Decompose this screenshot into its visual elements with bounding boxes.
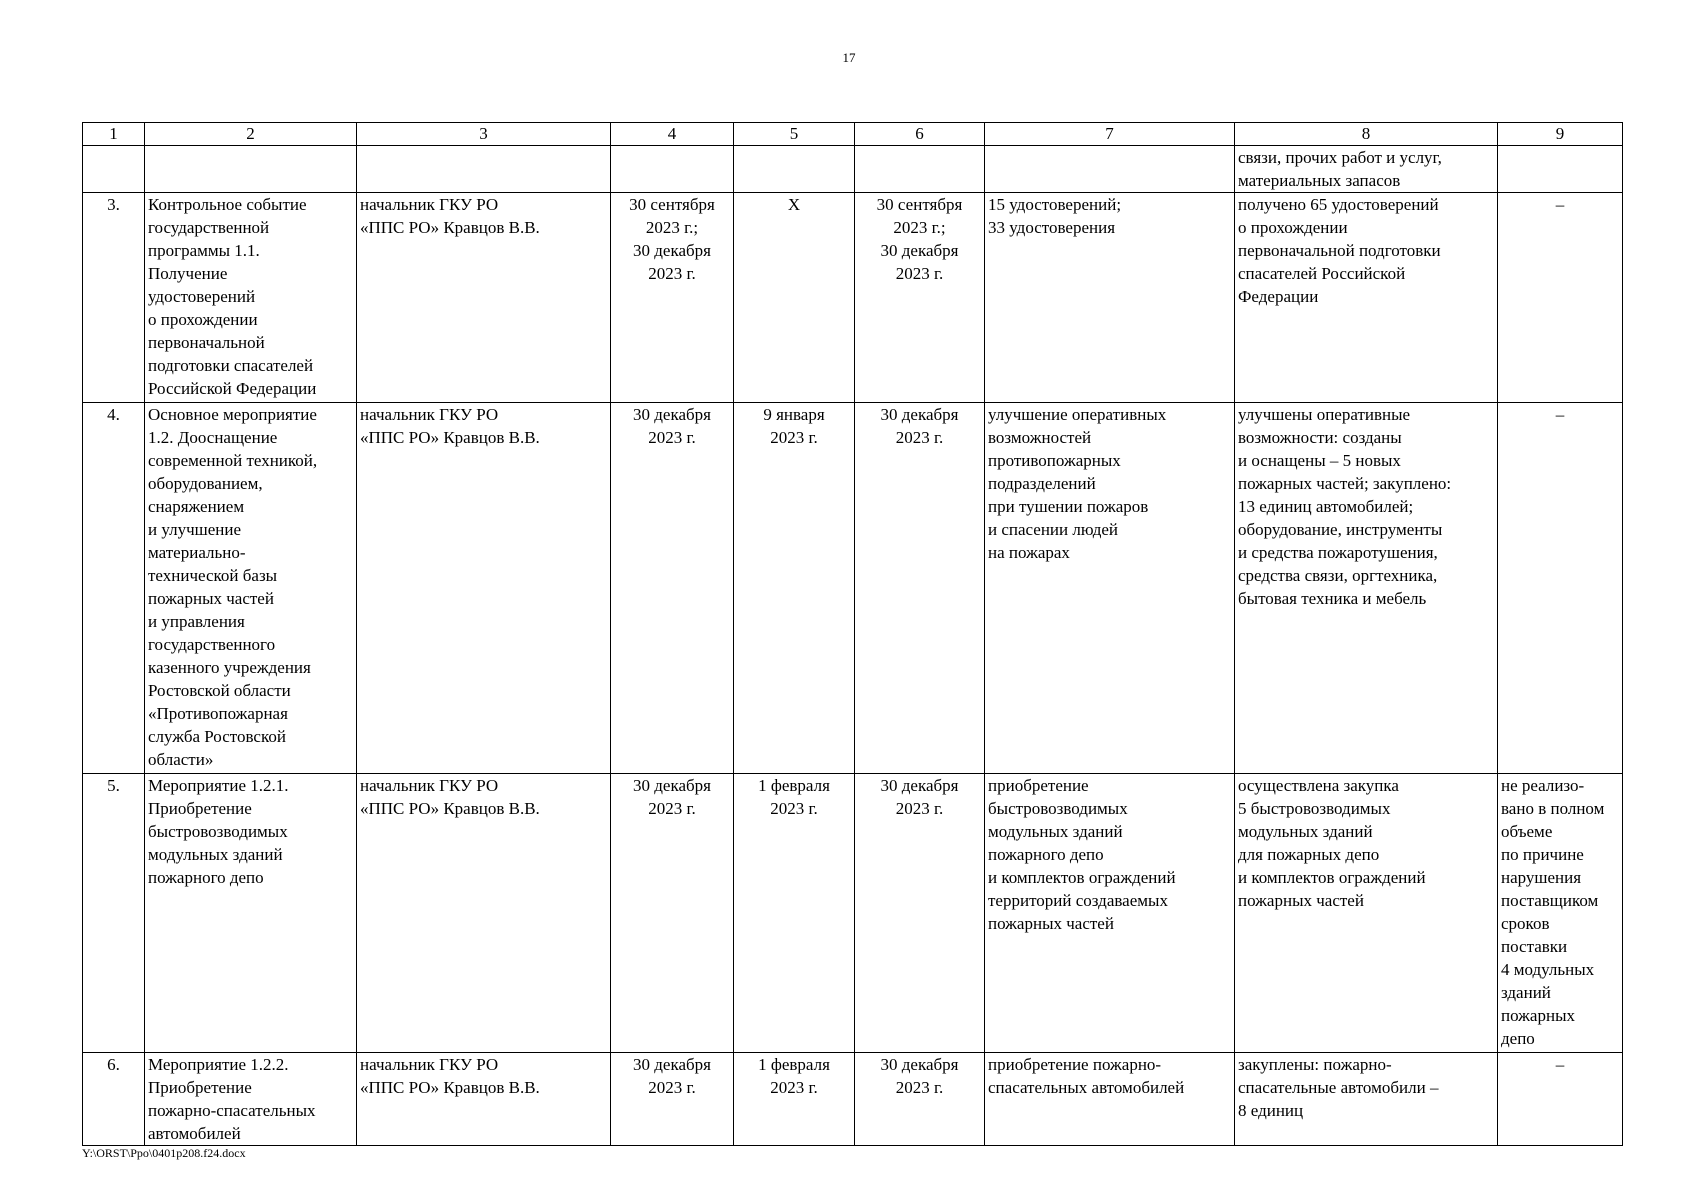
cell-responsible: начальник ГКУ РО «ППС РО» Кравцов В.В. [357, 774, 611, 1053]
cell-actual-start: 1 февраля 2023 г. [734, 774, 855, 1053]
cell-actual-start: 9 января 2023 г. [734, 403, 855, 774]
cell-expected-result: 15 удостоверений; 33 удостоверения [985, 193, 1235, 403]
cell-actual-result: улучшены оперативные возможности: созданы и оснащены – 5 новых пожарных частей; закуплено: 13 единиц автомобилей; оборудование, инструменты и средства пожаротушения, средства связи, оргтехника, бытовая техника и мебель [1235, 403, 1498, 774]
cell-event-name: Мероприятие 1.2.1. Приобретение быстровозводимых модульных зданий пожарного депо [145, 774, 357, 1053]
table-body [83, 146, 1623, 1146]
table-row-5 [83, 774, 1623, 1053]
cell-number: 4. [83, 403, 145, 774]
table-header [83, 123, 1623, 146]
column-header-4: 4 [611, 123, 734, 146]
column-header-5: 5 [734, 123, 855, 146]
cell-expected-result: приобретение быстровозводимых модульных зданий пожарного депо и комплектов ограждений территорий создаваемых пожарных частей [985, 774, 1235, 1053]
table-row-6 [83, 1053, 1623, 1146]
cell-event-name [145, 146, 357, 193]
cell-event-name: Основное мероприятие 1.2. Дооснащение современной техникой, оборудованием, снаряжением и улучшение материально- технической базы пожарных частей и управления государственного казенного учреждения Ростовской области «Противопожарная служба Ростовской области» [145, 403, 357, 774]
table-row-continuation [83, 146, 1623, 193]
cell-actual-result: осуществлена закупка 5 быстровозводимых модульных зданий для пожарных депо и комплектов ограждений пожарных частей [1235, 774, 1498, 1053]
cell-expected-result: улучшение оперативных возможностей противопожарных подразделений при тушении пожаров и спасении людей на пожарах [985, 403, 1235, 774]
table-row-3 [83, 193, 1623, 403]
cell-end-date: 30 декабря 2023 г. [855, 1053, 985, 1146]
cell-responsible: начальник ГКУ РО «ППС РО» Кравцов В.В. [357, 1053, 611, 1146]
cell-reasons: – [1498, 403, 1623, 774]
cell-end-date: 30 декабря 2023 г. [855, 403, 985, 774]
cell-actual-result: получено 65 удостоверений о прохождении первоначальной подготовки спасателей Российской Федерации [1235, 193, 1498, 403]
cell-end-date: 30 сентября 2023 г.; 30 декабря 2023 г. [855, 193, 985, 403]
cell-event-name: Мероприятие 1.2.2. Приобретение пожарно-спасательных автомобилей [145, 1053, 357, 1146]
cell-planned-start: 30 декабря 2023 г. [611, 403, 734, 774]
column-header-8: 8 [1235, 123, 1498, 146]
cell-reasons [1498, 146, 1623, 193]
column-header-9: 9 [1498, 123, 1623, 146]
column-header-1: 1 [83, 123, 145, 146]
cell-end-date [855, 146, 985, 193]
file-path-footer: Y:\ORST\Ppo\0401p208.f24.docx [82, 1146, 246, 1160]
cell-expected-result: приобретение пожарно- спасательных автомобилей [985, 1053, 1235, 1146]
column-header-2: 2 [145, 123, 357, 146]
cell-actual-result: закуплены: пожарно- спасательные автомобили – 8 единиц [1235, 1053, 1498, 1146]
cell-event-name: Контрольное событие государственной программы 1.1. Получение удостоверений о прохождении первоначальной подготовки спасателей Российской Федерации [145, 193, 357, 403]
page-number: 17 [842, 50, 856, 65]
column-header-3: 3 [357, 123, 611, 146]
cell-actual-result: связи, прочих работ и услуг, материальных запасов [1235, 146, 1498, 193]
cell-planned-start: 30 декабря 2023 г. [611, 1053, 734, 1146]
cell-expected-result [985, 146, 1235, 193]
cell-responsible: начальник ГКУ РО «ППС РО» Кравцов В.В. [357, 403, 611, 774]
cell-responsible: начальник ГКУ РО «ППС РО» Кравцов В.В. [357, 193, 611, 403]
column-header-7: 7 [985, 123, 1235, 146]
cell-actual-start [734, 146, 855, 193]
cell-planned-start: 30 сентября 2023 г.; 30 декабря 2023 г. [611, 193, 734, 403]
cell-end-date: 30 декабря 2023 г. [855, 774, 985, 1053]
table-row-4 [83, 403, 1623, 774]
cell-responsible [357, 146, 611, 193]
cell-actual-start: Х [734, 193, 855, 403]
cell-reasons: – [1498, 1053, 1623, 1146]
cell-number: 6. [83, 1053, 145, 1146]
cell-number: 5. [83, 774, 145, 1053]
cell-actual-start: 1 февраля 2023 г. [734, 1053, 855, 1146]
cell-planned-start [611, 146, 734, 193]
cell-planned-start: 30 декабря 2023 г. [611, 774, 734, 1053]
cell-reasons: не реализо- вано в полном объеме по причине нарушения поставщиком сроков поставки 4 модульных зданий пожарных депо [1498, 774, 1623, 1053]
column-header-6: 6 [855, 123, 985, 146]
cell-reasons: – [1498, 193, 1623, 403]
cell-number [83, 146, 145, 193]
report-table [82, 122, 1623, 1146]
cell-number: 3. [83, 193, 145, 403]
header-row [83, 123, 1623, 146]
